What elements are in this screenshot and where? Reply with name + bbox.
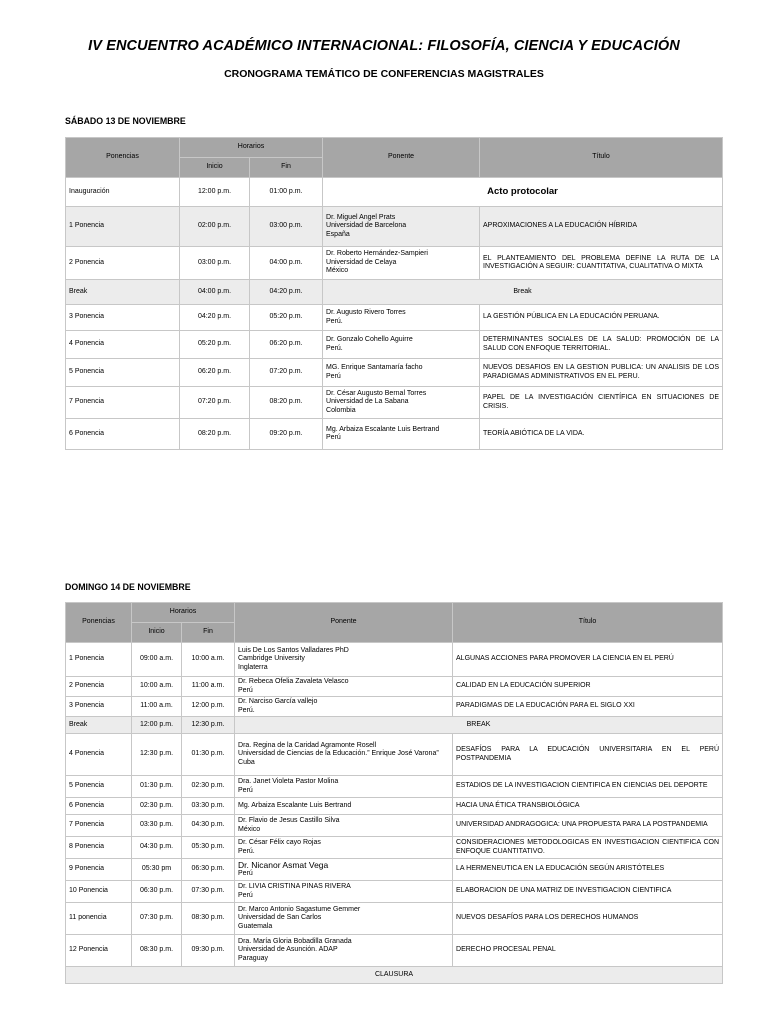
- row-ponencia: 8 Ponencia: [66, 837, 132, 859]
- row-titulo: ESTADIOS DE LA INVESTIGACION CIENTIFICA EN CIENCIAS DEL DEPORTE: [453, 776, 723, 798]
- row-fin: 09:30 p.m.: [182, 935, 235, 967]
- row-fin: 09:20 p.m.: [250, 419, 323, 450]
- row-fin: 08:20 p.m.: [250, 387, 323, 419]
- row-fin: 04:20 p.m.: [250, 280, 323, 305]
- row-ponencia: 3 Ponencia: [66, 697, 132, 717]
- table-row: [66, 178, 723, 207]
- table-row: [66, 798, 723, 815]
- break-label: Break: [323, 280, 723, 305]
- row-titulo: CALIDAD EN LA EDUCACIÓN SUPERIOR: [453, 677, 723, 697]
- header-titulo: Título: [453, 603, 723, 643]
- row-titulo: EL PLANTEAMIENTO DEL PROBLEMA DEFINE LA RUTA DE LA INVESTIGACIÓN A SEGUIR: CUANTITATIVA, CUALITATIVA O MIXTA: [480, 247, 723, 280]
- table-row: [66, 247, 723, 280]
- row-inicio: 06:30 p.m.: [132, 881, 182, 903]
- row-ponencia: 5 Ponencia: [66, 359, 180, 387]
- row-fin: 07:30 p.m.: [182, 881, 235, 903]
- row-titulo: DESAFÍOS PARA LA EDUCACIÓN UNIVERSITARIA EN EL PERÚ POSTPANDEMIA: [453, 734, 723, 776]
- row-fin: 05:20 p.m.: [250, 305, 323, 331]
- header-horarios: Horarios: [132, 603, 235, 623]
- row-ponente: Dr. LIVIA CRISTINA PINAS RIVERA Perú: [235, 881, 453, 903]
- row-ponencia: 6 Ponencia: [66, 419, 180, 450]
- row-titulo: APROXIMACIONES A LA EDUCACIÓN HÍBRIDA: [480, 207, 723, 247]
- row-titulo: NUEVOS DESAFÍOS PARA LOS DERECHOS HUMANOS: [453, 903, 723, 935]
- row-inicio: 07:30 p.m.: [132, 903, 182, 935]
- row-ponencia: 5 Ponencia: [66, 776, 132, 798]
- row-fin: 02:30 p.m.: [182, 776, 235, 798]
- row-inicio: 07:20 p.m.: [180, 387, 250, 419]
- row-inicio: 02:00 p.m.: [180, 207, 250, 247]
- header-fin: Fin: [250, 158, 323, 178]
- table-row: [66, 734, 723, 776]
- row-fin: 03:00 p.m.: [250, 207, 323, 247]
- row-titulo: HACIA UNA ÉTICA TRANSBIOLÓGICA: [453, 798, 723, 815]
- row-ponente: Dr. Miguel Angel Prats Universidad de Barcelona España: [323, 207, 480, 247]
- table-row: [66, 881, 723, 903]
- row-titulo: DETERMINANTES SOCIALES DE LA SALUD: PROMOCIÓN DE LA SALUD CON ENFOQUE TERRITORIAL.: [480, 331, 723, 359]
- row-titulo: ELABORACION DE UNA MATRIZ DE INVESTIGACION CIENTIFICA: [453, 881, 723, 903]
- row-fin: 06:20 p.m.: [250, 331, 323, 359]
- row-titulo: UNIVERSIDAD ANDRAGOGICA: UNA PROPUESTA PARA LA POSTPANDEMIA: [453, 815, 723, 837]
- row-ponencia: Break: [66, 717, 132, 734]
- table-row: [66, 967, 723, 984]
- row-ponente: Luis De Los Santos Valladares PhD Cambridge University Inglaterra: [235, 643, 453, 677]
- acto-protocolar: Acto protocolar: [323, 178, 723, 207]
- row-ponente: MG. Enrique Santamaría facho Perú: [323, 359, 480, 387]
- row-inicio: 08:20 p.m.: [180, 419, 250, 450]
- table-row: [66, 717, 723, 734]
- row-ponencia: 1 Ponencia: [66, 643, 132, 677]
- row-titulo: LA GESTIÓN PÚBLICA EN LA EDUCACIÓN PERUANA.: [480, 305, 723, 331]
- table-row: [66, 331, 723, 359]
- schedule-table-saturday: [65, 137, 723, 450]
- page-subtitle: CRONOGRAMA TEMÁTICO DE CONFERENCIAS MAGISTRALES: [224, 68, 544, 80]
- row-ponencia: 9 Ponencia: [66, 859, 132, 881]
- row-fin: 12:30 p.m.: [182, 717, 235, 734]
- row-ponencia: 7 Ponencia: [66, 815, 132, 837]
- row-inicio: 04:30 p.m.: [132, 837, 182, 859]
- row-titulo: CONSIDERACIONES METODOLOGICAS EN INVESTIGACION CIENTIFICA CON ENFOQUE CUANTITATIVO.: [453, 837, 723, 859]
- table-row: [66, 859, 723, 881]
- break-label: BREAK: [235, 717, 723, 734]
- row-ponente: Dr. Marco Antonio Sagastume Gemmer Universidad de San Carlos Guatemala: [235, 903, 453, 935]
- row-ponente: Mg. Arbaiza Escalante Luis Bertrand: [235, 798, 453, 815]
- row-inicio: 04:20 p.m.: [180, 305, 250, 331]
- table-row: [66, 643, 723, 677]
- row-ponente: Dr. Roberto Hernández-Sampieri Universidad de Celaya México: [323, 247, 480, 280]
- row-ponente-country: Perú: [238, 870, 253, 878]
- row-ponente: Mg. Arbaiza Escalante Luis Bertrand Perú: [323, 419, 480, 450]
- header-inicio: Inicio: [180, 158, 250, 178]
- row-titulo: DERECHO PROCESAL PENAL: [453, 935, 723, 967]
- row-ponencia: 4 Ponencia: [66, 734, 132, 776]
- row-inicio: 12:30 p.m.: [132, 734, 182, 776]
- row-fin: 05:30 p.m.: [182, 837, 235, 859]
- header-ponente: Ponente: [235, 603, 453, 643]
- day1-heading: SÁBADO 13 DE NOVIEMBRE: [65, 116, 186, 126]
- row-inicio: 12:00 p.m.: [132, 717, 182, 734]
- row-inicio: 06:20 p.m.: [180, 359, 250, 387]
- row-inicio: 05:30 pm: [132, 859, 182, 881]
- row-inicio: 10:00 a.m.: [132, 677, 182, 697]
- row-ponencia: 2 Ponencia: [66, 677, 132, 697]
- row-fin: 07:20 p.m.: [250, 359, 323, 387]
- table-row: [66, 280, 723, 305]
- table-row: [66, 359, 723, 387]
- row-fin: 12:00 p.m.: [182, 697, 235, 717]
- table-row: [66, 677, 723, 697]
- row-fin: 01:00 p.m.: [250, 178, 323, 207]
- table-row: [66, 815, 723, 837]
- row-ponente: Dr. César Augusto Bernal Torres Universidad de La Sabana Colombia: [323, 387, 480, 419]
- row-ponente-name: Dr. Nicanor Asmat Vega: [238, 860, 329, 871]
- row-inicio: 12:00 p.m.: [180, 178, 250, 207]
- schedule-table-sunday: [65, 602, 723, 984]
- row-fin: 08:30 p.m.: [182, 903, 235, 935]
- row-ponente: Dr. Narciso García vallejo Perú.: [235, 697, 453, 717]
- row-fin: 04:30 p.m.: [182, 815, 235, 837]
- row-inicio: 03:30 p.m.: [132, 815, 182, 837]
- table-row: [66, 903, 723, 935]
- row-inicio: 03:00 p.m.: [180, 247, 250, 280]
- row-inicio: 09:00 a.m.: [132, 643, 182, 677]
- header-titulo: Título: [480, 138, 723, 178]
- row-ponente: [235, 859, 453, 881]
- row-fin: 11:00 a.m.: [182, 677, 235, 697]
- row-ponencia: 6 Ponencia: [66, 798, 132, 815]
- row-ponencia: Break: [66, 280, 180, 305]
- row-ponencia: 11 ponencia: [66, 903, 132, 935]
- row-inicio: 11:00 a.m.: [132, 697, 182, 717]
- header-fin: Fin: [182, 623, 235, 643]
- row-fin: 03:30 p.m.: [182, 798, 235, 815]
- table-row: [66, 935, 723, 967]
- row-titulo: ALGUNAS ACCIONES PARA PROMOVER LA CIENCIA EN EL PERÚ: [453, 643, 723, 677]
- row-ponencia: 7 Ponencia: [66, 387, 180, 419]
- row-titulo: NUEVOS DESAFIOS EN LA GESTION PUBLICA: UN ANALISIS DE LOS PARADIGMAS ADMINISTRATIVOS EN EL PERU.: [480, 359, 723, 387]
- row-inicio: 02:30 p.m.: [132, 798, 182, 815]
- row-ponencia: 1 Ponencia: [66, 207, 180, 247]
- table-row: [66, 419, 723, 450]
- row-ponente: Dr. Augusto Rivero Torres Perú.: [323, 305, 480, 331]
- row-ponencia: Inauguración: [66, 178, 180, 207]
- header-ponencias: Ponencias: [66, 603, 132, 643]
- row-ponente: Dra. Janet Violeta Pastor Molina Perú: [235, 776, 453, 798]
- row-titulo: PARADIGMAS DE LA EDUCACIÓN PARA EL SIGLO XXI: [453, 697, 723, 717]
- row-fin: 04:00 p.m.: [250, 247, 323, 280]
- row-ponencia: 4 Ponencia: [66, 331, 180, 359]
- row-fin: 01:30 p.m.: [182, 734, 235, 776]
- row-ponente: Dr. Rebeca Ofelia Zavaleta Velasco Perú: [235, 677, 453, 697]
- row-titulo: LA HERMENEUTICA EN LA EDUCACIÓN SEGÚN ARISTÓTELES: [453, 859, 723, 881]
- row-ponencia: 3 Ponencia: [66, 305, 180, 331]
- row-ponencia: 12 Ponencia: [66, 935, 132, 967]
- row-ponente: Dra. María Gloria Bobadilla Granada Universidad de Asunción. ADAP Paraguay: [235, 935, 453, 967]
- row-titulo: TEORÍA ABIÓTICA DE LA VIDA.: [480, 419, 723, 450]
- header-ponente: Ponente: [323, 138, 480, 178]
- page-title: IV ENCUENTRO ACADÉMICO INTERNACIONAL: FILOSOFÍA, CIENCIA Y EDUCACIÓN: [88, 38, 680, 54]
- day2-heading: DOMINGO 14 DE NOVIEMBRE: [65, 582, 191, 592]
- row-ponente: Dr. César Félix cayo Rojas Perú.: [235, 837, 453, 859]
- table-row: [66, 387, 723, 419]
- row-fin: 10:00 a.m.: [182, 643, 235, 677]
- row-ponencia: 10 Ponencia: [66, 881, 132, 903]
- table-row: [66, 837, 723, 859]
- row-titulo: PAPEL DE LA INVESTIGACIÓN CIENTÍFICA EN SITUACIONES DE CRISIS.: [480, 387, 723, 419]
- row-inicio: 01:30 p.m.: [132, 776, 182, 798]
- row-ponencia: 2 Ponencia: [66, 247, 180, 280]
- row-inicio: 08:30 p.m.: [132, 935, 182, 967]
- clausura-label: CLAUSURA: [66, 967, 723, 984]
- table-row: [66, 776, 723, 798]
- header-inicio: Inicio: [132, 623, 182, 643]
- row-ponente: Dr. Flavio de Jesus Castillo Silva México: [235, 815, 453, 837]
- row-inicio: 05:20 p.m.: [180, 331, 250, 359]
- header-ponencias: Ponencias: [66, 138, 180, 178]
- table-row: [66, 207, 723, 247]
- table-row: [66, 697, 723, 717]
- table-row: [66, 305, 723, 331]
- row-ponente: Dra. Regina de la Caridad Agramonte Rosell Universidad de Ciencias de la Educación.” Enrique José Varona” Cuba: [235, 734, 453, 776]
- row-inicio: 04:00 p.m.: [180, 280, 250, 305]
- header-horarios: Horarios: [180, 138, 323, 158]
- row-ponente: Dr. Gonzalo Cohello Aguirre Perú.: [323, 331, 480, 359]
- row-fin: 06:30 p.m.: [182, 859, 235, 881]
